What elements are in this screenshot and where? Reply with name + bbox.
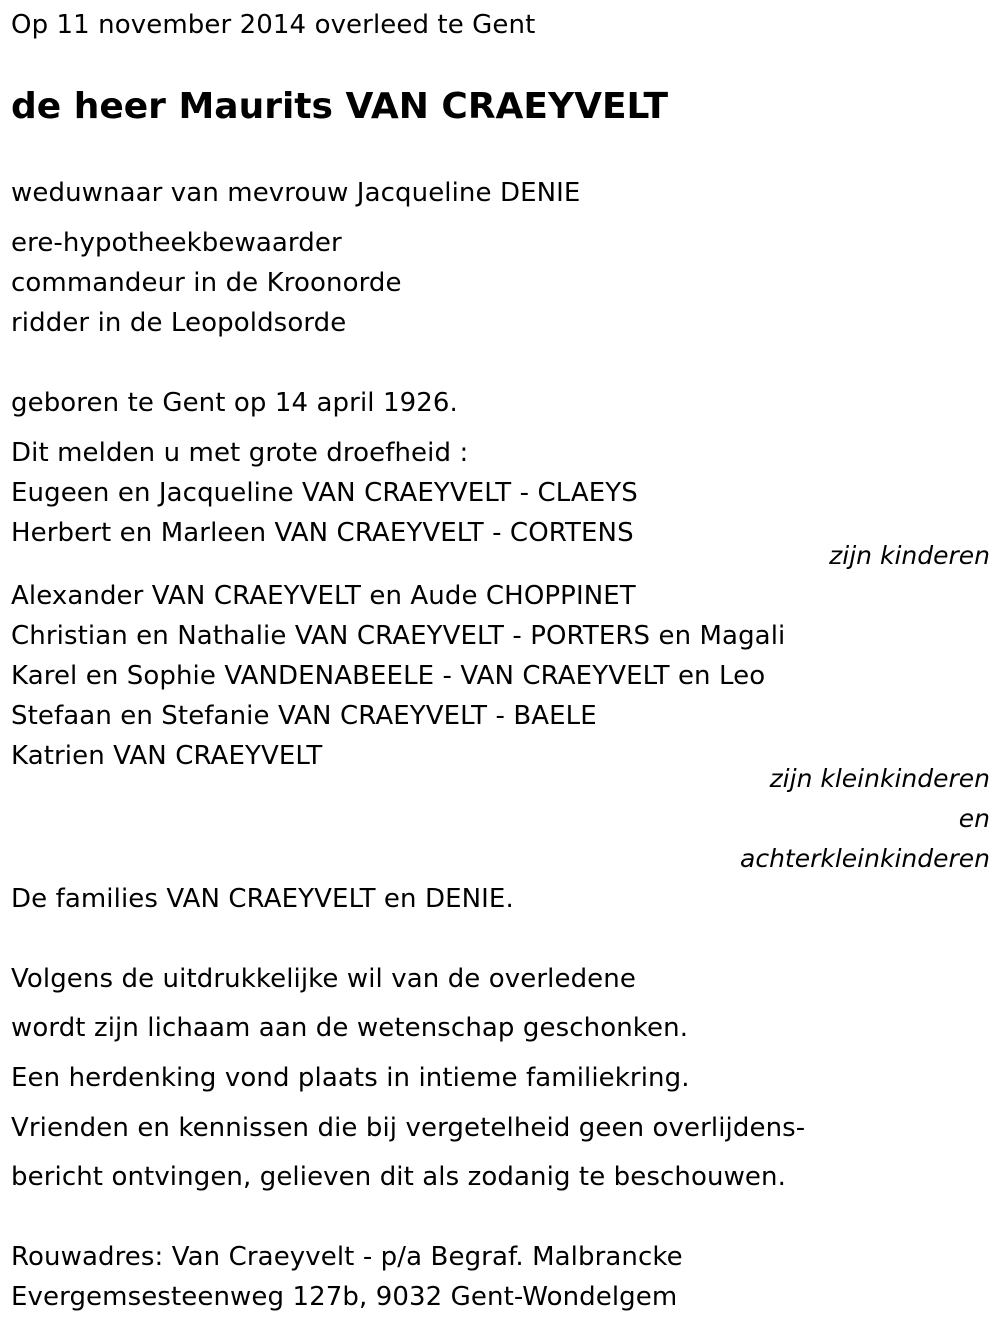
grandchildren-label: achterkleinkinderen [740,844,990,873]
grandchild-line: Karel en Sophie VANDENABEELE - VAN CRAEYVELT en Leo [11,661,766,691]
grandchildren-label: zijn kleinkinderen [769,764,990,793]
birth-line: geboren te Gent op 14 april 1926. [11,388,458,418]
grandchild-line: Stefaan en Stefanie VAN CRAEYVELT - BAELE [11,701,597,731]
mourning-address-street: Evergemsesteenweg 127b, 9032 Gent-Wondelgem [11,1282,678,1312]
grandchild-line: Alexander VAN CRAEYVELT en Aude CHOPPINET [11,581,636,611]
child-line: Herbert en Marleen VAN CRAEYVELT - CORTENS [11,518,634,548]
death-notice-intro: Op 11 november 2014 overleed te Gent [11,10,536,40]
announcement-intro: Dit melden u met grote droefheid : [11,438,469,468]
deceased-name-heading: de heer Maurits VAN CRAEYVELT [11,86,669,127]
spouse-line: weduwnaar van mevrouw Jacqueline DENIE [11,178,581,208]
title-line: ridder in de Leopoldsorde [11,308,347,338]
wish-line: Een herdenking vond plaats in intieme familiekring. [11,1063,690,1093]
wish-line: Volgens de uitdrukkelijke wil van de overledene [11,964,636,994]
title-line: ere-hypotheekbewaarder [11,228,342,258]
child-line: Eugeen en Jacqueline VAN CRAEYVELT - CLAEYS [11,478,638,508]
grandchild-line: Christian en Nathalie VAN CRAEYVELT - PORTERS en Magali [11,621,786,651]
mourning-address: Rouwadres: Van Craeyvelt - p/a Begraf. Malbrancke [11,1242,683,1272]
children-label: zijn kinderen [829,541,990,570]
wish-line: bericht ontvingen, gelieven dit als zodanig te beschouwen. [11,1162,786,1192]
wish-line: Vrienden en kennissen die bij vergetelheid geen overlijdens- [11,1113,806,1143]
grandchild-line: Katrien VAN CRAEYVELT [11,741,323,771]
title-line: commandeur in de Kroonorde [11,268,402,298]
wish-line: wordt zijn lichaam aan de wetenschap geschonken. [11,1013,689,1043]
families-line: De families VAN CRAEYVELT en DENIE. [11,884,514,914]
grandchildren-label: en [958,804,990,833]
